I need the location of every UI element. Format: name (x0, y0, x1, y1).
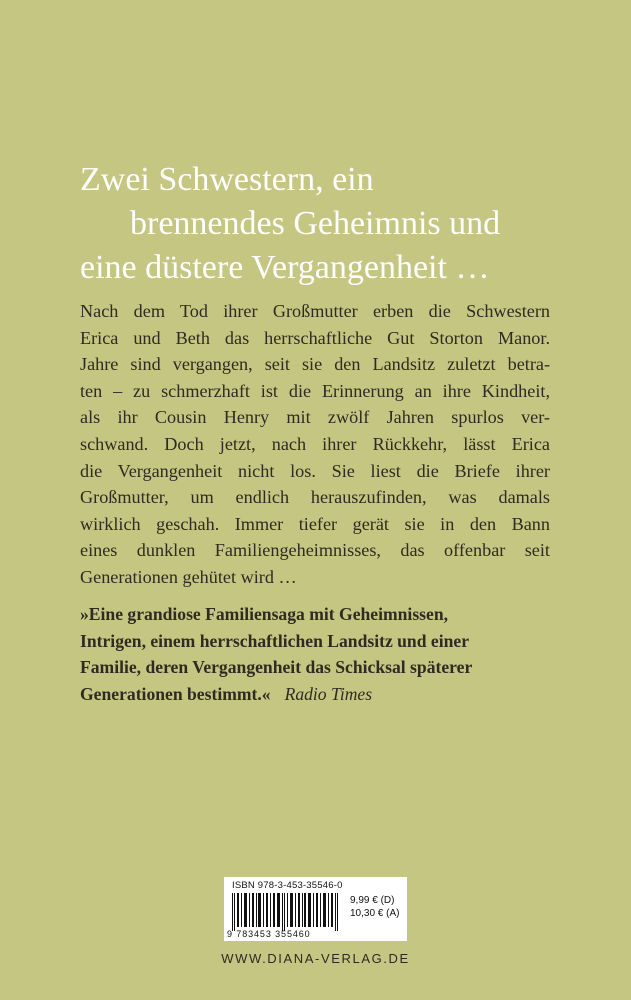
blurb-line: als ihr Cousin Henry mit zwölf Jahren spurlos ver- (80, 407, 550, 428)
blurb-line: Großmutter, um endlich herauszufinden, was damals (80, 487, 550, 508)
quote-line: Intrigen, einem herrschaftlichen Landsitz und einer (80, 630, 470, 651)
blurb-paragraph (80, 298, 550, 591)
review-quote (80, 601, 550, 707)
publisher-url: WWW.DIANA-VERLAG.DE (221, 951, 410, 966)
price-austria: 10,30 € (A) (350, 908, 400, 919)
quote-line: Familie, deren Vergangenheit das Schicksal späterer (80, 657, 473, 678)
blurb-line: schwand. Doch jetzt, nach ihrer Rückkehr, lässt Erica (80, 433, 550, 454)
blurb-line: Erica und Beth das herrschaftliche Gut Storton Manor. (80, 327, 550, 348)
quote-last-line (80, 681, 550, 708)
barcode-icon (230, 893, 342, 931)
isbn-text: ISBN 978-3-453-35546-0 (232, 880, 343, 891)
blurb-line: Generationen gehütet wird … (80, 566, 297, 587)
blurb-line: die Vergangenheit nicht los. Sie liest die Briefe ihrer (80, 460, 550, 481)
blurb-line: wirklich geschah. Immer tiefer gerät sie in den Bann (80, 513, 550, 534)
barcode-label (224, 877, 407, 941)
blurb-line: eines dunklen Familiengeheimnisses, das offenbar seit (80, 540, 550, 561)
headline-line-3: eine düstere Vergangenheit … (80, 249, 490, 286)
price-block (350, 894, 399, 920)
quote-source: Radio Times (284, 683, 373, 704)
barcode-digits: 9 783453 355460 (227, 929, 311, 939)
blurb-line: ten – zu schmerzhaft ist die Erinnerung an ihre Kindheit, (80, 380, 550, 401)
price-germany: 9,99 € (D) (350, 895, 395, 906)
headline-line-2: brennendes Geheimnis und (130, 205, 501, 242)
quote-line: »Eine grandiose Familiensaga mit Geheimnissen, (80, 604, 449, 624)
blurb-line: Nach dem Tod ihrer Großmutter erben die Schwestern (80, 301, 550, 321)
headline-line-1: Zwei Schwestern, ein (80, 161, 374, 198)
blurb-line: Jahre sind vergangen, seit sie den Landsitz zuletzt betra- (80, 354, 550, 375)
quote-line: Generationen bestimmt.« (80, 683, 271, 704)
